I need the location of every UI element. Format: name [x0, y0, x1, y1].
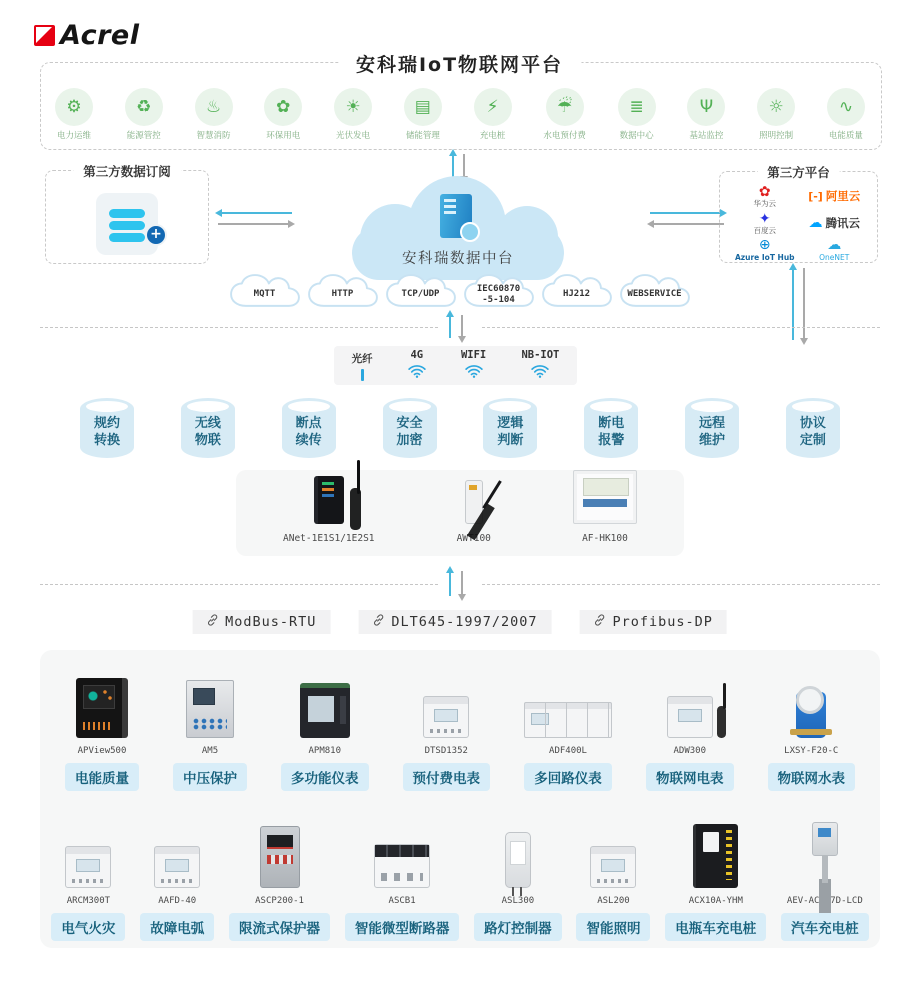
wifi-icon: [465, 363, 483, 382]
brand-logo: [34, 20, 139, 51]
app-label: 数据中心: [619, 131, 654, 141]
arrow-up-icon: [792, 266, 794, 340]
product-card: [173, 666, 247, 791]
product-card: [140, 816, 214, 941]
product-card: [281, 666, 369, 791]
app-item: [404, 88, 442, 141]
page-title: 安科瑞IoT物联网平台: [338, 50, 581, 77]
arrow-down-icon: [803, 268, 805, 342]
product-card: [345, 816, 460, 941]
capability-cylinder: 安全 加密: [383, 398, 437, 458]
app-item: [55, 88, 93, 141]
product-image: [260, 826, 300, 888]
baidu-icon: ✦: [758, 210, 771, 227]
add-icon: [145, 224, 167, 246]
capability-cylinder: 远程 维护: [685, 398, 739, 458]
conn-wifi: WIFI: [461, 349, 486, 382]
product-name: ARCM300T: [66, 896, 111, 906]
product-name: ASCP200-1: [255, 896, 304, 906]
ali-cloud-logo: [-] 阿里云: [808, 189, 861, 204]
bus-protocol-row: [192, 610, 727, 634]
arrow-right-icon: [650, 212, 724, 214]
product-name: AF-HK100: [582, 533, 628, 544]
arrow-down-icon: [461, 315, 463, 340]
product-name: ADW300: [673, 746, 706, 756]
product-category-badge: 路灯控制器: [474, 913, 562, 941]
arrow-up-icon: [449, 569, 451, 596]
azure-iot-hub-logo: ⊕ Azure IoT Hub: [734, 237, 795, 262]
protocol-cloud: MQTT: [228, 272, 302, 312]
app-item: [827, 88, 865, 141]
app-label: 环保用电: [266, 131, 301, 141]
onenet-logo: ☁ OneNET: [819, 237, 850, 262]
product-card: [229, 816, 330, 941]
bus-protocol-badge: DLT645-1997/2007: [358, 610, 551, 634]
product-category-badge: 物联网水表: [768, 763, 856, 791]
brand-name: Acrel: [60, 20, 140, 51]
product-name: ADF400L: [549, 746, 587, 756]
protocol-cloud: WEBSERVICE: [618, 272, 692, 312]
product-category-badge: 预付费电表: [403, 763, 491, 791]
product-image: [154, 846, 200, 888]
product-image: [667, 696, 713, 738]
product-name: AAFD-40: [158, 896, 197, 906]
divider: [40, 584, 438, 585]
baidu-cloud-logo: ✦ 百度云: [753, 210, 776, 235]
arrow-down-icon: [461, 571, 463, 598]
product-image: [76, 678, 128, 738]
capability-cylinder: 规约 转换: [80, 398, 134, 458]
conn-nbiot: NB-IOT: [521, 349, 559, 382]
divider: [40, 327, 438, 328]
divider: [482, 327, 880, 328]
product-name: AEV-AC007D-LCD: [786, 896, 863, 906]
product-image: [505, 832, 531, 888]
product-name: APView500: [77, 746, 127, 756]
power-ops-icon: ⚙: [55, 88, 93, 126]
acrel-logo-icon: [34, 25, 55, 46]
product-card: [781, 816, 869, 941]
app-item: [687, 88, 725, 141]
link-icon: [372, 614, 384, 630]
app-label: 储能管理: [405, 131, 440, 141]
arrow-left-icon: [218, 212, 292, 214]
product-card: [524, 666, 612, 791]
product-image: [573, 470, 637, 524]
product-category-badge: 电瓶车充电桩: [665, 913, 766, 941]
divider: [482, 584, 880, 585]
app-item: [757, 88, 795, 141]
app-item: [264, 88, 302, 141]
product-image: [796, 692, 826, 738]
third-party-subscribe-title: 第三方数据订阅: [73, 162, 181, 180]
base-station-icon: Ψ: [687, 88, 725, 126]
product-image: [374, 844, 430, 888]
product-image: [300, 683, 350, 738]
product-row-2: [44, 816, 876, 941]
gateway-item: [573, 478, 637, 544]
power-quality-icon: ∿: [827, 88, 865, 126]
conn-4g: 4G: [408, 349, 426, 382]
platform-logo-grid: [730, 184, 869, 262]
eco-power-icon: ✿: [264, 88, 302, 126]
product-name: AWT100: [456, 533, 491, 544]
conn-fiber: 光纤: [352, 351, 373, 381]
product-category-badge: 多回路仪表: [524, 763, 612, 791]
product-card: [474, 816, 562, 941]
capability-cylinder: 无线 物联: [181, 398, 235, 458]
app-label: 水电预付费: [543, 131, 586, 141]
app-item: [125, 88, 163, 141]
app-label: 照明控制: [759, 131, 794, 141]
server-icon: [440, 194, 472, 238]
protocol-cloud: HJ212: [540, 272, 614, 312]
product-category-badge: 限流式保护器: [229, 913, 330, 941]
wifi-icon: [531, 363, 549, 382]
product-name: AM5: [201, 746, 219, 756]
product-name: LXSY-F20-C: [784, 746, 839, 756]
connectivity-bar: [334, 346, 577, 385]
arrow-up-icon: [449, 313, 451, 338]
data-center-cloud: [352, 174, 564, 280]
tencent-icon: ☁: [808, 215, 823, 232]
datacenter-icon: ≣: [618, 88, 656, 126]
app-label: 能源管控: [126, 131, 161, 141]
huawei-icon: ✿: [758, 184, 771, 200]
product-category-badge: 电气火灾: [51, 913, 125, 941]
app-label: 光伏发电: [336, 131, 371, 141]
product-image: [186, 680, 234, 738]
product-row-1: [48, 666, 872, 791]
energy-mgmt-icon: ♻: [125, 88, 163, 126]
product-category-badge: 智能照明: [576, 913, 650, 941]
product-name: ACX10A-YHM: [688, 896, 743, 906]
solar-icon: ☀: [334, 88, 372, 126]
protocol-cloud: HTTP: [306, 272, 380, 312]
lighting-control-icon: ☼: [757, 88, 795, 126]
third-party-platform-title: 第三方平台: [757, 163, 840, 181]
ev-charging-icon: ⚡: [474, 88, 512, 126]
product-image: [693, 824, 738, 888]
app-icon-row: [55, 88, 865, 141]
product-card: [646, 666, 734, 791]
onenet-icon: ☁: [827, 237, 842, 254]
product-name: ASL200: [597, 896, 630, 906]
third-party-subscribe-box: [45, 164, 209, 264]
product-image: [808, 822, 842, 888]
product-name: ANet-1E1S1/1E2S1: [283, 533, 375, 544]
product-card: [65, 666, 139, 791]
product-image: [423, 696, 469, 738]
product-category-badge: 汽车充电桩: [781, 913, 869, 941]
product-name: DTSD1352: [424, 746, 468, 756]
product-category-badge: 故障电弧: [140, 913, 214, 941]
fiber-icon: [361, 369, 364, 381]
product-card: [665, 816, 766, 941]
product-category-badge: 多功能仪表: [281, 763, 369, 791]
third-party-platform-box: [719, 165, 878, 263]
capability-cylinder: 协议 定制: [786, 398, 840, 458]
product-name: ASL300: [501, 896, 535, 906]
product-category-badge: 智能微型断路器: [345, 913, 460, 941]
app-label: 电力运维: [56, 131, 91, 141]
huawei-cloud-logo: ✿ 华为云: [753, 184, 776, 209]
product-category-badge: 中压保护: [173, 763, 247, 791]
app-item: [543, 88, 586, 141]
product-name: ASCB1: [388, 896, 416, 906]
bus-protocol-badge: ModBus-RTU: [192, 610, 330, 634]
database-icon: [109, 221, 145, 230]
app-item: [195, 88, 233, 141]
database-tile: [96, 193, 158, 255]
protocol-cloud: IEC60870 -5-104: [462, 272, 536, 312]
product-image: [465, 480, 483, 524]
protocol-cloud: TCP/UDP: [384, 272, 458, 312]
product-image: [524, 702, 612, 738]
wifi-icon: [408, 363, 426, 382]
energy-storage-icon: ▤: [404, 88, 442, 126]
arrow-right-icon: [218, 223, 292, 225]
prepay-utility-icon: ☔: [546, 88, 584, 126]
capability-cylinder: 断电 报警: [584, 398, 638, 458]
product-card: [768, 666, 856, 791]
fire-safety-icon: ♨: [195, 88, 233, 126]
app-label: 基站监控: [689, 131, 724, 141]
app-label: 电能质量: [828, 131, 863, 141]
app-item: [474, 88, 512, 141]
gateway-box: [236, 470, 684, 556]
product-category-badge: 物联网电表: [646, 763, 734, 791]
azure-icon: ⊕: [758, 237, 771, 254]
gateway-item: [457, 478, 491, 544]
data-center-label: 安科瑞数据中台: [402, 251, 514, 267]
product-card: [576, 816, 650, 941]
app-item: [618, 88, 656, 141]
capability-cylinder: 逻辑 判断: [483, 398, 537, 458]
product-image: [65, 846, 111, 888]
link-icon: [593, 614, 605, 630]
tencent-cloud-logo: ☁ 腾讯云: [808, 215, 860, 232]
product-image: [314, 476, 344, 524]
product-name: APM810: [308, 746, 341, 756]
link-icon: [206, 614, 218, 630]
capability-row: [80, 398, 840, 458]
app-item: [334, 88, 372, 141]
product-card: [403, 666, 491, 791]
arrow-left-icon: [650, 223, 724, 225]
capability-cylinder: 断点 续传: [282, 398, 336, 458]
app-label: 充电桩: [479, 131, 506, 141]
ali-icon: [-]: [808, 189, 823, 203]
product-image: [590, 846, 636, 888]
product-category-badge: 电能质量: [65, 763, 139, 791]
bus-protocol-badge: Profibus-DP: [579, 610, 726, 634]
product-card: [51, 816, 125, 941]
gateway-item: [283, 478, 375, 544]
app-label: 智慧消防: [196, 131, 231, 141]
protocol-cloud-row: [228, 272, 692, 312]
